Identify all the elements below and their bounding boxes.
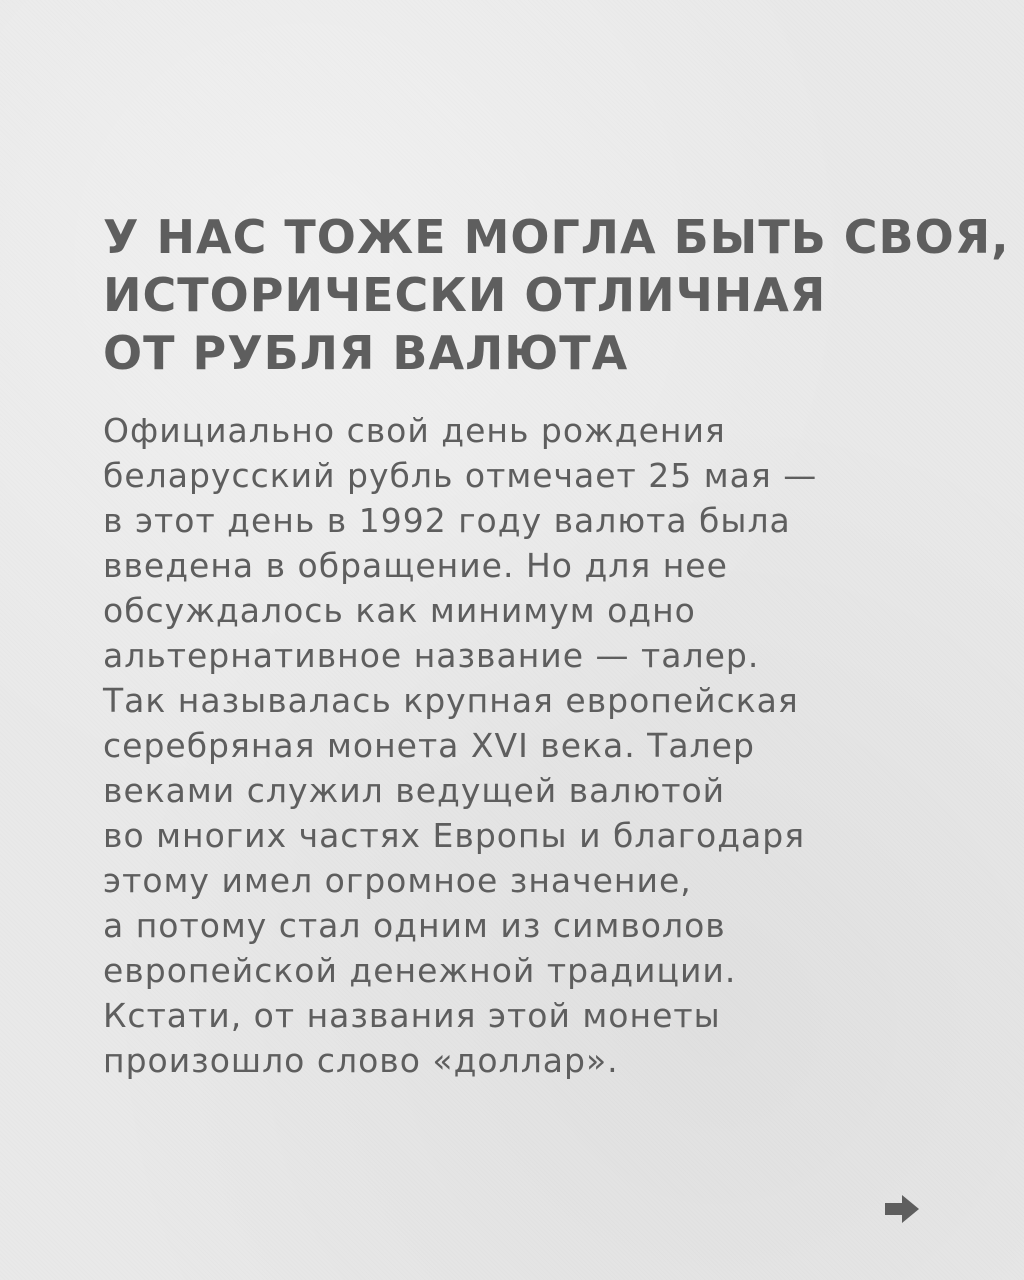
body-line: обсуждалось как минимум одно [103,591,696,630]
body-line: в этот день в 1992 году валюта была [103,501,791,540]
body-line: во многих частях Европы и благодаря [103,816,806,855]
title-line: ОТ РУБЛЯ ВАЛЮТА [103,326,629,380]
body-line: веками служил ведущей валютой [103,771,726,810]
body-line: Официально свой день рождения [103,411,726,450]
body-line: а потому стал одним из символов [103,906,726,945]
body-line: этому имел огромное значение, [103,861,692,900]
title-line: У НАС ТОЖЕ МОГЛА БЫТЬ СВОЯ, [103,210,1010,264]
slide-title [103,208,1010,382]
slide-body-text [103,408,963,1083]
body-line: серебряная монета XVI века. Талер [103,726,755,765]
body-line: произошло слово «доллар». [103,1041,619,1080]
body-line: введена в обращение. Но для нее [103,546,728,585]
body-line: альтернативное название — талер. [103,636,760,675]
title-line: ИСТОРИЧЕСКИ ОТЛИЧНАЯ [103,268,827,322]
next-slide-button[interactable] [882,1192,922,1226]
arrow-right-icon [882,1192,922,1226]
body-line: Так называлась крупная европейская [103,681,799,720]
body-line: европейской денежной традиции. [103,951,737,990]
body-line: Кстати, от названия этой монеты [103,996,721,1035]
body-line: беларусский рубль отмечает 25 мая — [103,456,818,495]
